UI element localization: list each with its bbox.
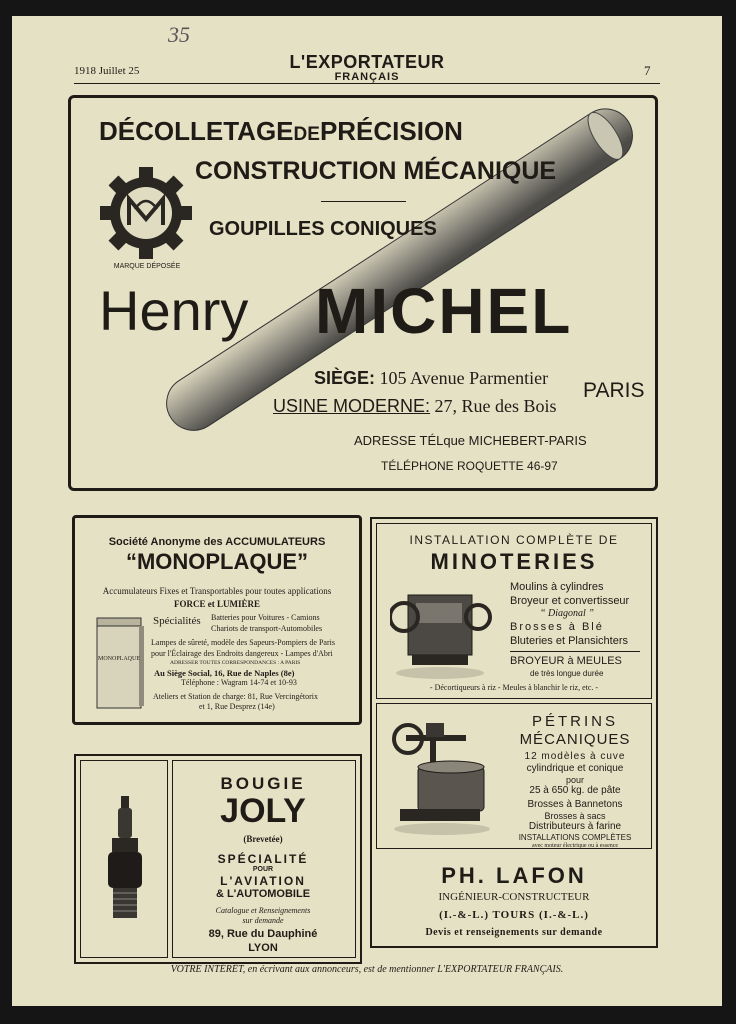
michel-divider: [321, 201, 406, 202]
ateliers-line1: Ateliers et Station de charge: 81, Rue Vercingétorix: [153, 692, 318, 701]
header-subtitle: FRANÇAIS: [334, 71, 400, 83]
joly-catalogue1: Catalogue et Renseignements: [215, 906, 311, 915]
petrins-t3: pour: [565, 775, 584, 785]
monoplaque-line1: Société Anonyme des ACCUMULATEURS: [108, 536, 326, 548]
joly-address: 89, Rue du Dauphiné: [208, 928, 318, 940]
michel-name-last: MICHEL: [315, 275, 573, 347]
newspaper-page: [12, 16, 722, 1006]
michel-line-construction: CONSTRUCTION MÉCANIQUE: [195, 157, 557, 185]
lamp-line1: Lampes de sûreté, modèle des Sapeurs-Pompiers de Paris: [151, 638, 335, 647]
michel-line-decolletage: [99, 116, 463, 147]
minoteries-title: MINOTERIES: [430, 549, 598, 574]
phone-line: Téléphone : Wagram 14-74 et 10-93: [181, 678, 297, 687]
minoteries-line1: INSTALLATION COMPLÈTE DE: [409, 533, 619, 547]
siege-label: SIÈGE:: [314, 368, 376, 388]
joly-name: JOLY: [220, 792, 306, 830]
lafon-title: INGÉNIEUR-CONSTRUCTEUR: [438, 891, 590, 903]
mino-item5: Bluteries et Plansichters: [510, 635, 628, 647]
mino-item1: Moulins à cylindres: [510, 581, 604, 593]
petrins-t6: Brosses à sacs: [544, 811, 606, 821]
footer-note: VOTRE INTÉRÊT, en écrivant aux annonceurs, est de mentionner L'EXPORTATEUR FRANÇAIS.: [170, 964, 564, 975]
usine-label: USINE MODERNE:: [273, 396, 431, 416]
mino-item7: de très longue durée: [530, 669, 604, 678]
joly-auto: & L'AUTOMOBILE: [215, 888, 311, 900]
joly-pour: POUR: [252, 866, 274, 873]
petrins-t2: cylindrique et conique: [526, 763, 624, 774]
battery-label: MONOPLAQUE: [98, 656, 140, 662]
mino-bottom: - Décortiqueurs à riz - Meules à blanchir le riz, etc. -: [429, 683, 599, 692]
header-rule: [74, 83, 660, 84]
usine-address: 27, Rue des Bois: [434, 396, 557, 416]
logo-caption: MARQUE DÉPOSÉE: [113, 263, 181, 270]
siege-address: 105 Avenue Parmentier: [379, 368, 549, 388]
spark-plug-illustration: [100, 794, 150, 934]
joly-brevet: (Brevetée): [243, 834, 283, 844]
michel-line-goupilles: GOUPILLES CONIQUES: [209, 218, 437, 240]
mino-divider: [510, 651, 640, 652]
petrins-t9: avec moteur électrique ou à essence: [531, 843, 619, 849]
lafon-city: (I.-&-L.) TOURS (I.-&-L.): [439, 909, 589, 921]
michel-name-first: Henry: [99, 279, 249, 342]
siege-line: Au Siège Social, 16, Rue de Naples (8e): [154, 668, 295, 678]
joly-spec: SPÉCIALITÉ: [217, 852, 309, 866]
precision-word: PRÉCISION: [319, 116, 463, 146]
lafon-advertisement: [370, 517, 658, 948]
michel-siege: [314, 368, 548, 389]
ateliers-line2: et 1, Rue Desprez (14e): [199, 702, 275, 711]
mino-item6: BROYEUR à MEULES: [510, 655, 622, 667]
petrins-t5: Brosses à Bannetons: [527, 799, 623, 810]
lamp-line2: pour l'Éclairage des Endroits dangereux - Lampes d'Abri: [151, 649, 333, 658]
de-word: DE: [293, 124, 320, 145]
kneading-machine-illustration: [388, 709, 498, 841]
mino-item2: Broyeur et convertisseur: [510, 595, 630, 607]
petrins-title2: MÉCANIQUES: [519, 731, 631, 748]
monoplaque-advertisement: [72, 515, 362, 725]
michel-advertisement: [68, 95, 658, 491]
michel-usine: [273, 396, 557, 417]
mino-item4: Brosses à Blé: [510, 621, 604, 633]
joly-line1: BOUGIE: [220, 774, 306, 793]
michel-phone: TÉLÉPHONE ROQUETTE 46-97: [381, 459, 558, 473]
monoplaque-line2: Accumulateurs Fixes et Transportables pour toutes applications: [102, 586, 332, 596]
spec-line1: Batteries pour Voitures - Camions: [211, 613, 320, 622]
mino-item3: “ Diagonal ”: [540, 608, 594, 619]
joly-catalogue2: sur demande: [242, 916, 284, 925]
petrins-t8: INSTALLATIONS COMPLÈTES: [518, 833, 632, 842]
joly-aviation: L'AVIATION: [220, 874, 306, 888]
handwritten-page-number: 35: [168, 22, 190, 47]
petrins-t7: Distributeurs à farine: [528, 821, 622, 832]
battery-illustration: [93, 616, 147, 712]
joly-city: LYON: [248, 942, 278, 954]
spec-line2: Chariots de transport-Automobiles: [211, 624, 323, 633]
corr-line: ADRESSER TOUTES CORRESPONDANCES : A PARIS: [170, 660, 301, 666]
header-date: 1918 Juillet 25: [74, 65, 140, 77]
lafon-devis: Devis et renseignements sur demande: [425, 927, 603, 938]
joly-advertisement: [74, 754, 362, 964]
michel-telegraph: ADRESSE TÉLque MICHEBERT-PARIS: [354, 433, 587, 448]
spec-label: Spécialités: [153, 615, 201, 627]
petrins-t4: 25 à 650 kg. de pâte: [529, 785, 621, 796]
gear-logo-icon: [99, 166, 194, 261]
petrins-t1: 12 modèles à cuve: [524, 751, 626, 762]
milling-machine-illustration: [390, 581, 494, 681]
monoplaque-name: “MONOPLAQUE”: [125, 549, 309, 574]
monoplaque-line3: FORCE et LUMIÈRE: [174, 599, 260, 609]
decolletage-word: DÉCOLLETAGE: [99, 116, 294, 146]
header-title: L'EXPORTATEUR: [289, 52, 445, 72]
lafon-name: PH. LAFON: [441, 863, 587, 888]
petrins-title1: PÉTRINS: [531, 713, 618, 730]
header-page-number: 7: [644, 63, 651, 78]
michel-city: PARIS: [583, 379, 645, 402]
